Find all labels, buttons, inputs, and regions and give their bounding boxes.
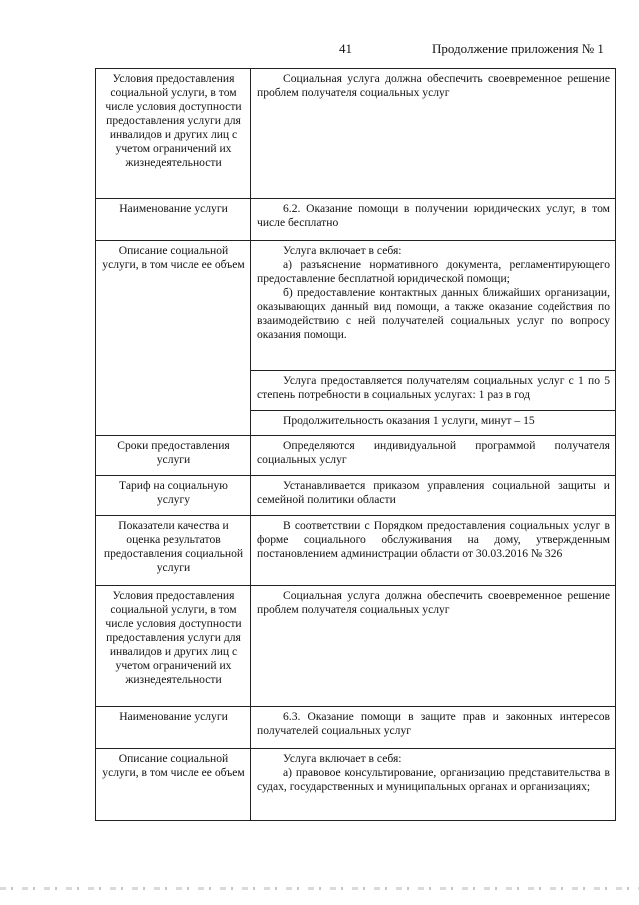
table-row bbox=[96, 199, 616, 241]
table-row bbox=[96, 476, 616, 516]
row-label: Сроки предоставления услуги bbox=[96, 436, 251, 476]
service-title: 6.2. Оказание помощи в получении юридических услуг, в том числе бесплатно bbox=[257, 202, 610, 229]
row-label: Наименование услуги bbox=[96, 707, 251, 749]
table-row bbox=[96, 707, 616, 749]
paragraph: Услуга предоставляется получателям социальных услуг с 1 по 5 степень потребности в социальных услугах: 1 раз в год bbox=[257, 374, 610, 401]
row-value bbox=[251, 411, 616, 436]
services-table bbox=[95, 68, 616, 821]
row-value bbox=[251, 371, 616, 411]
row-value bbox=[251, 241, 616, 371]
row-label: Описание социальной услуги, в том числе ее объем bbox=[96, 749, 251, 821]
page-number: 41 bbox=[339, 41, 352, 56]
service-title: 6.3. Оказание помощи в защите прав и законных интересов получателей социальных услуг bbox=[257, 710, 610, 737]
row-value bbox=[251, 199, 616, 241]
table-row bbox=[96, 516, 616, 586]
list-item: а) правовое консультирование, организацию представительства в судах, государственных и муниципальных органах и организациях; bbox=[257, 766, 610, 793]
table-row bbox=[96, 241, 616, 371]
table-row bbox=[96, 69, 616, 199]
row-value bbox=[251, 749, 616, 821]
row-label: Наименование услуги bbox=[96, 199, 251, 241]
table-row bbox=[96, 749, 616, 821]
row-label: Показатели качества и оценка результатов предоставления социальной услуги bbox=[96, 516, 251, 586]
row-label: Тариф на социальную услугу bbox=[96, 476, 251, 516]
list-item: б) предоставление контактных данных ближайших организации, оказывающих данный вид помощи, а также оказание содействия по взаимодействию с ней получателей социальных услуг по вопросу оказания помощи. bbox=[257, 286, 610, 341]
appendix-continuation: Продолжение приложения № 1 bbox=[432, 41, 604, 56]
row-value bbox=[251, 707, 616, 749]
row-label: Условия предоставления социальной услуги, в том числе условия доступности предоставления услуги для инвалидов и других лиц с учетом ограничений их жизнедеятельности bbox=[96, 586, 251, 707]
scan-artifact bbox=[0, 887, 639, 890]
list-item: а) разъяснение нормативного документа, регламентирующего предоставление бесплатной юридической помощи; bbox=[257, 258, 610, 285]
paragraph: Продолжительность оказания 1 услуги, минут – 15 bbox=[283, 414, 535, 427]
paragraph: Социальная услуга должна обеспечить своевременное решение проблем получателя социальных услуг bbox=[257, 589, 610, 616]
paragraph: Определяются индивидуальной программой получателя социальных услуг bbox=[257, 439, 610, 466]
paragraph: В соответствии с Порядком предоставления социальных услуг в форме социального обслуживания на дому, утвержденным постановлением администрации области от 30.03.2016 № 326 bbox=[257, 519, 610, 560]
paragraph: Социальная услуга должна обеспечить своевременное решение проблем получателя социальных услуг bbox=[257, 72, 610, 99]
row-label: Условия предоставления социальной услуги, в том числе условия доступности предоставления услуги для инвалидов и других лиц с учетом ограничений их жизнедеятельности bbox=[96, 69, 251, 199]
row-value bbox=[251, 476, 616, 516]
table-row bbox=[96, 436, 616, 476]
row-value bbox=[251, 69, 616, 199]
paragraph: Услуга включает в себя: bbox=[283, 244, 402, 257]
row-label: Описание социальной услуги, в том числе ее объем bbox=[96, 241, 251, 436]
row-value bbox=[251, 436, 616, 476]
paragraph: Устанавливается приказом управления социальной защиты и семейной политики области bbox=[257, 479, 610, 506]
table-row bbox=[96, 586, 616, 707]
row-value bbox=[251, 586, 616, 707]
row-value bbox=[251, 516, 616, 586]
paragraph: Услуга включает в себя: bbox=[283, 752, 402, 765]
